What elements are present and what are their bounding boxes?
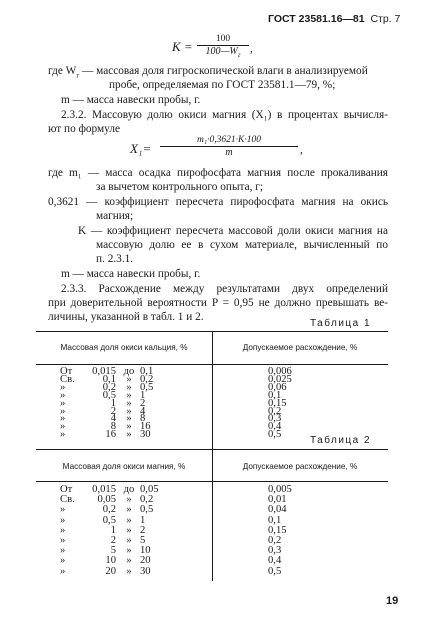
range-cell-c: до [123, 366, 135, 377]
formula-k-numerator: 100 [197, 34, 249, 46]
def-k-line1: K — коэффициент пересчета массовой доли окиси магния на [78, 225, 388, 237]
range-cell-b: 0,015 [92, 484, 116, 495]
w-definition-line1: где $W_г$ — массовая доля гигроскопической влаги в анализируемой [48, 65, 368, 80]
tolerance-cell: 0,04 [268, 504, 287, 516]
range-cell-b: 4 [110, 413, 116, 425]
running-header [268, 12, 400, 26]
table1-title: Таблица 1 [310, 318, 372, 329]
range-cell-c: » [126, 381, 132, 393]
tolerance-cell: 0,1 [268, 514, 282, 526]
formula-x-denominator: m [225, 147, 233, 158]
formula-x-numerator: m₁·0,3621·K·100 [160, 135, 298, 147]
range-cell-a: » [60, 524, 66, 536]
formula-k-lhs: K = [172, 39, 193, 54]
formula-x-tail: , [300, 144, 303, 156]
range-cell-d: 0,1 [140, 366, 154, 377]
range-cell-b: 0,05 [97, 494, 116, 506]
range-cell-d: 1 [140, 514, 146, 526]
range-cell-a: Св. [60, 373, 75, 385]
range-cell-b: 0,5 [102, 389, 116, 401]
range-cell-c: » [126, 373, 132, 385]
range-cell-a: » [60, 514, 66, 526]
tolerance-cell: 0,06 [268, 381, 287, 393]
range-cell-c: » [126, 514, 132, 526]
range-cell-b: 0,015 [92, 366, 116, 377]
range-cell-b: 0,2 [102, 504, 116, 516]
range-cell-d: 30 [140, 565, 151, 577]
range-cell-d: 2 [140, 524, 146, 536]
range-cell-a: От [60, 484, 73, 495]
range-cell-d: 30 [140, 429, 151, 441]
range-cell-b: 2 [110, 405, 116, 417]
range-cell-b: 10 [105, 555, 116, 567]
range-cell-a: От [60, 366, 73, 377]
range-cell-c: » [126, 545, 132, 557]
range-cell-b: 2 [110, 535, 116, 546]
para-233-line2: при доверительной вероятности P = 0,95 не должно превышать ве- [48, 297, 388, 309]
tolerance-cell: 0,1 [268, 389, 282, 401]
range-cell-b: 0,1 [102, 373, 116, 385]
def-m-line: m — масса навески пробы, г. [61, 268, 201, 280]
def-m1-line2: за вычетом контрольного опыта, г; [96, 181, 264, 193]
tolerance-cell: 0,4 [268, 555, 282, 567]
range-cell-b: 1 [110, 524, 116, 536]
range-cell-d: 10 [140, 545, 151, 557]
range-cell-c: » [126, 494, 132, 506]
range-cell-a: » [60, 565, 66, 577]
range-cell-d: 20 [140, 555, 151, 567]
formula-k-denominator: $100—W_г$ [205, 46, 241, 59]
tolerance-cell: 0,5 [268, 565, 282, 577]
range-cell-a: » [60, 535, 66, 546]
formula-k-fraction [197, 34, 249, 61]
def-coef-line2: магния; [96, 210, 134, 222]
range-cell-d: 2 [140, 397, 146, 409]
range-cell-c: » [126, 535, 132, 546]
para-233-line3: личины, указанной в табл. 1 и 2. [48, 311, 204, 323]
range-cell-a: » [60, 381, 66, 393]
page-label: Стр. 7 [370, 13, 401, 25]
range-cell-c: » [126, 504, 132, 516]
para-233-line1: 2.3.3. Расхождение между результатами двух определений [61, 283, 388, 295]
range-cell-a: » [60, 429, 66, 441]
m-definition: m — масса навески пробы, г. [61, 94, 201, 106]
range-cell-a: » [60, 555, 66, 567]
range-cell-c: » [126, 389, 132, 401]
range-cell-d: 0,2 [140, 373, 154, 385]
table1-col1-header: Массовая доля окиси кальция, % [60, 343, 188, 352]
range-cell-a: » [60, 504, 66, 516]
tolerance-cell: 0,2 [268, 405, 282, 417]
range-cell-a: » [60, 413, 66, 425]
range-cell-a: » [60, 389, 66, 401]
range-cell-d: 0,2 [140, 494, 154, 506]
range-cell-c: » [126, 397, 132, 409]
range-cell-a: » [60, 545, 66, 557]
range-cell-c: до [123, 484, 135, 495]
tolerance-cell: 0,3 [268, 413, 282, 425]
para-232-line1: 2.3.2. Массовую долю окиси магния (X₁) в процентах вычисля- [61, 109, 388, 121]
range-cell-c: » [126, 524, 132, 536]
range-cell-a: » [60, 405, 66, 417]
def-k-line3: п. 2.3.1. [96, 253, 134, 265]
range-cell-c: » [126, 565, 132, 577]
range-cell-b: 0,2 [102, 381, 116, 393]
range-cell-d: 0,05 [140, 484, 159, 495]
para-232-line2: ют по формуле [48, 123, 120, 135]
table1-col2-header: Допускаемое расхождение, % [242, 343, 358, 352]
table2-col2-header: Допускаемое расхождение, % [242, 462, 358, 471]
w-definition-line2: пробе, определяемая по ГОСТ 23581.1—79, %; [109, 79, 336, 91]
range-cell-d: 8 [140, 413, 146, 425]
tolerance-cell: 0,3 [268, 545, 282, 557]
tolerance-cell: 0,025 [268, 373, 292, 385]
range-cell-d: 5 [140, 535, 146, 546]
formula-x-lhs: X₁= [130, 141, 152, 156]
range-cell-d: 0,5 [140, 381, 154, 393]
table2-col1-header: Массовая доля окиси магния, % [62, 462, 186, 471]
range-cell-d: 1 [140, 389, 146, 401]
tolerance-cell: 0,005 [268, 484, 292, 495]
tolerance-cell: 0,5 [268, 429, 282, 441]
tolerance-cell: 0,2 [268, 535, 282, 546]
formula-x-fraction [160, 135, 298, 159]
tolerance-cell: 0,15 [268, 524, 287, 536]
range-cell-a: » [60, 397, 66, 409]
def-coef-line1: 0,3621 — коэффициент пересчета пирофосфата магния на окись [48, 196, 388, 208]
range-cell-b: 5 [110, 545, 116, 557]
table2-title: Таблица 2 [310, 435, 372, 446]
doc-code: ГОСТ 23581.16—81 [268, 13, 365, 25]
range-cell-a: » [60, 421, 66, 433]
tolerance-cell: 0,15 [268, 397, 287, 409]
range-cell-c: » [126, 555, 132, 567]
tolerance-cell: 0,4 [268, 421, 282, 433]
tolerance-cell: 0,006 [268, 366, 292, 377]
range-cell-d: 16 [140, 421, 151, 433]
tolerance-cell: 0,01 [268, 494, 287, 506]
range-cell-c: » [126, 421, 132, 433]
range-cell-b: 0,5 [102, 514, 116, 526]
page-number: 19 [386, 595, 399, 607]
range-cell-b: 16 [105, 429, 116, 441]
formula-k-tail: , [250, 43, 253, 55]
range-cell-b: 8 [110, 421, 116, 433]
def-k-line2: массовую долю ее в сухом материале, вычисленный по [96, 239, 388, 251]
range-cell-b: 1 [110, 397, 116, 409]
range-cell-c: » [126, 405, 132, 417]
table1-header-rule [36, 364, 388, 365]
range-cell-d: 4 [140, 405, 146, 417]
range-cell-a: Св. [60, 494, 75, 506]
range-cell-d: 0,5 [140, 504, 154, 516]
def-m1-line1: где m₁ — масса осадка пирофосфата магния после прокаливания [48, 167, 388, 179]
range-cell-c: » [126, 413, 132, 425]
range-cell-b: 20 [105, 565, 116, 577]
table2-header-rule [36, 481, 388, 482]
range-cell-c: » [126, 429, 132, 441]
